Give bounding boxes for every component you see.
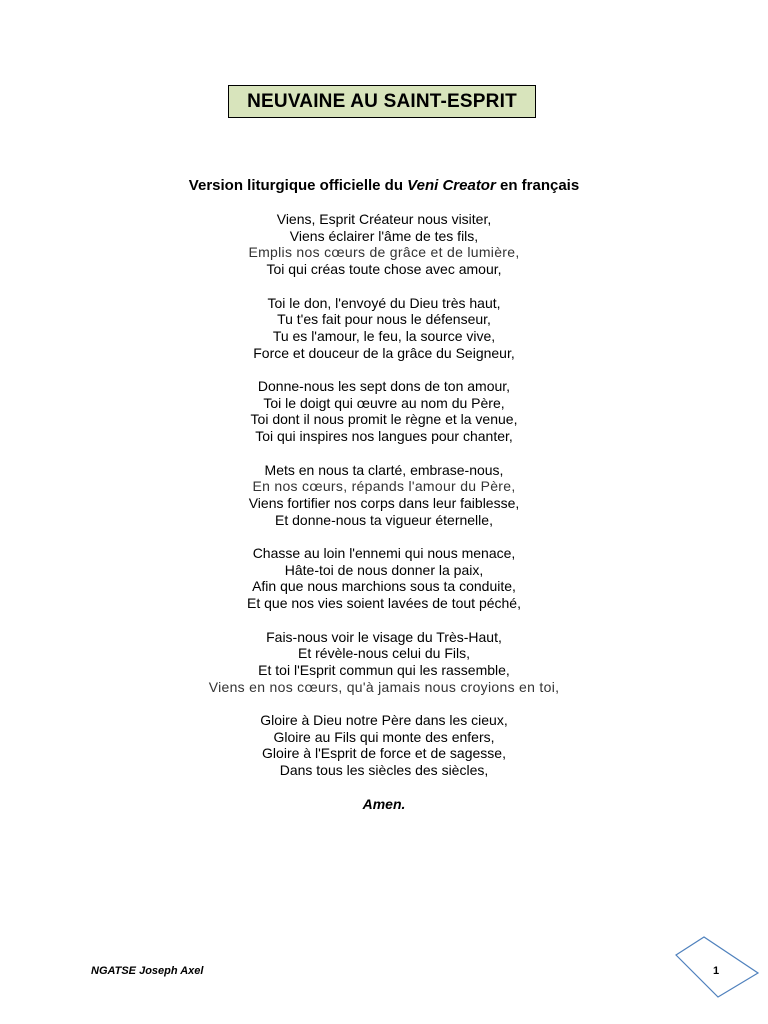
verse-line: Force et douceur de la grâce du Seigneur,: [253, 344, 515, 361]
stanza-4: [0, 462, 768, 529]
verse-line: Afin que nous marchions sous ta conduite,: [252, 578, 516, 595]
footer-author: NGATSE Joseph Axel: [91, 965, 204, 977]
amen-closing: Amen.: [362, 795, 406, 812]
verse-line: Donne-nous les sept dons de ton amour,: [257, 378, 511, 394]
verse-line: Hâte-toi de nous donner la paix,: [284, 561, 484, 578]
subtitle: [0, 176, 768, 195]
stanza-5: [0, 545, 768, 612]
verse-line: Tu es l'amour, le feu, la source vive,: [272, 327, 496, 344]
verse-line: Tu t'es fait pour nous le défenseur,: [277, 311, 491, 328]
verse-line: Toi le doigt qui œuvre au nom du Père,: [263, 394, 505, 411]
verse-line: Fais-nous voir le visage du Très-Haut,: [266, 628, 502, 645]
verse-line: Et que nos vies soient lavées de tout péché,: [247, 595, 521, 612]
subtitle-suffix: en français: [499, 177, 580, 194]
verse-line: Toi qui inspires nos langues pour chanter,: [255, 428, 513, 445]
verse-line: Dans tous les siècles des siècles,: [279, 762, 489, 779]
verse-line: Viens, Esprit Créateur nous visiter,: [276, 211, 492, 227]
stanza-2: [0, 295, 768, 362]
stanza-6: [0, 629, 768, 696]
subtitle-prefix: Version liturgique officielle du: [188, 177, 403, 194]
verse-line: Mets en nous ta clarté, embrase-nous,: [264, 461, 504, 478]
verse-line: Gloire à Dieu notre Père dans les cieux,: [260, 712, 508, 728]
stanza-1: [0, 211, 768, 278]
document-title-text: NEUVAINE AU SAINT-ESPRIT: [247, 90, 517, 112]
verse-line: Chasse au loin l'ennemi qui nous menace,: [252, 545, 516, 561]
document-title: [228, 85, 536, 118]
subtitle-italic: Veni Creator: [407, 177, 496, 194]
verse-line: Gloire à l'Esprit de force et de sagesse,: [262, 745, 506, 762]
verse-line: Gloire au Fils qui monte des enfers,: [273, 728, 495, 745]
hymn-text: [0, 211, 768, 812]
verse-line: Toi le don, l'envoyé du Dieu très haut,: [267, 294, 501, 311]
verse-line: Toi dont il nous promit le règne et la venue,: [250, 411, 518, 428]
verse-line: Toi qui créas toute chose avec amour,: [266, 261, 502, 278]
verse-line: En nos cœurs, répands l'amour du Père,: [252, 478, 516, 495]
verse-line: Viens éclairer l'âme de tes fils,: [289, 227, 479, 244]
verse-line: Emplis nos cœurs de grâce et de lumière,: [248, 244, 520, 261]
verse-line: Viens en nos cœurs, qu'à jamais nous croyions en toi,: [208, 678, 560, 695]
verse-line: Et donne-nous ta vigueur éternelle,: [275, 511, 493, 528]
verse-line: Et toi l'Esprit commun qui les rassemble,: [258, 661, 510, 678]
stanza-7: [0, 712, 768, 779]
page-number: 1: [712, 965, 720, 977]
stanza-3: [0, 378, 768, 445]
verse-line: Viens fortifier nos corps dans leur faiblesse,: [248, 494, 520, 511]
verse-line: Et révèle-nous celui du Fils,: [298, 645, 470, 662]
